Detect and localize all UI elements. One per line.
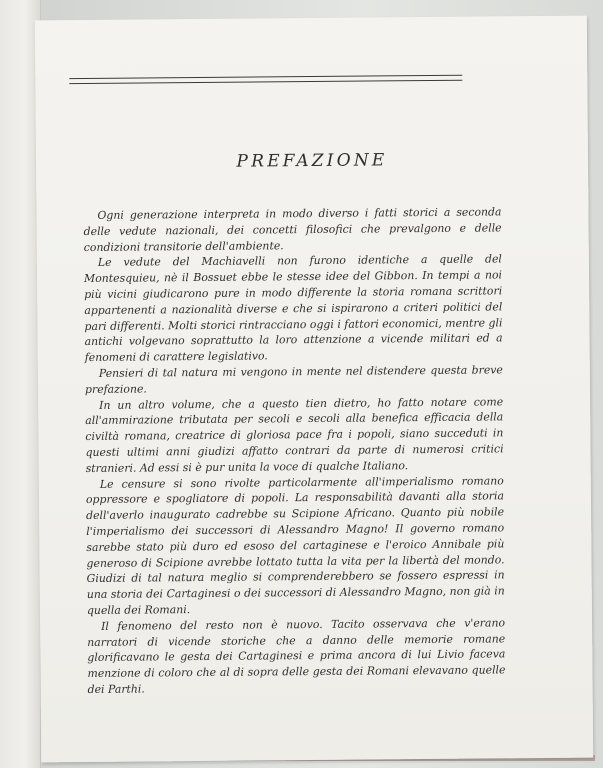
paragraph: Il fenomeno del resto non è nuovo. Tacito osservava che v'erano narratori di vicende storiche che a danno delle memorie romane glorificavano le gesta dei Cartaginesi e prima ancora di lui Livio faceva menzione di coloro che al di sopra delle gesta dei Romani elevavano quelle dei Parthi. (87, 616, 506, 696)
page-title: PREFAZIONE (236, 150, 388, 172)
paragraph: Ogni generazione interpreta in modo diverso i fatti storici a seconda delle vedute nazionali, dei concetti filosofici che prevalgono e delle condizioni transitorie dell'ambiente. (83, 205, 502, 254)
header-rule-bottom (69, 80, 462, 84)
paragraph: Le censure si sono rivolte particolarmente all'imperialismo romano oppressore e spogliatore di popoli. La responsabilità davanti alla storia dell'averlo inaugurato cadrebbe su Scipione Africano. Quanto più nobile l'imperialismo dei successori di Alessandro Magno! Il governo romano sarebbe stato più duro ed esoso del cartaginese e l'eroico Annibale più generoso di Scipione avrebbe lottato tutta la vita per la libertà del mondo. Giudizi di tal natura meglio si comprenderebbero se fossero espressi in una storia dei Cartaginesi o dei successori di Alessandro Magno, non già in quella dei Romani. (85, 473, 505, 617)
preface-body (83, 204, 505, 697)
header-rule-top (69, 75, 462, 79)
book-page (35, 16, 593, 763)
paragraph: In un altro volume, che a questo tien dietro, ho fatto notare come all'ammirazione tributata per secoli e secoli alla benefica efficacia della civiltà romana, creatrice di gloriosa pace fra i popoli, siano succeduti in questi ultimi anni giudizi affatto contrari da parte di numerosi critici stranieri. Ad essi si è pur unita la voce di qualche Italiano. (85, 394, 504, 475)
paragraph: Pensieri di tal natura mi vengono in mente nel distendere questa breve prefazione. (84, 363, 503, 396)
paragraph: Le vedute del Machiavelli non furono identiche a quelle del Montesquieu, nè il Bossuet ebbe le stesse idee del Gibbon. In tempi a noi più vicini giudicarono pure in modo differente la storia romana scrittori appartenenti a nazionalità diverse e che si ispirarono a criteri politici del pari differenti. Molti storici rintracciano oggi i fattori economici, mentre gli antichi volgevano soprattutto la loro attenzione a vicende militari ed a fenomeni di carattere legislativo. (83, 252, 503, 365)
